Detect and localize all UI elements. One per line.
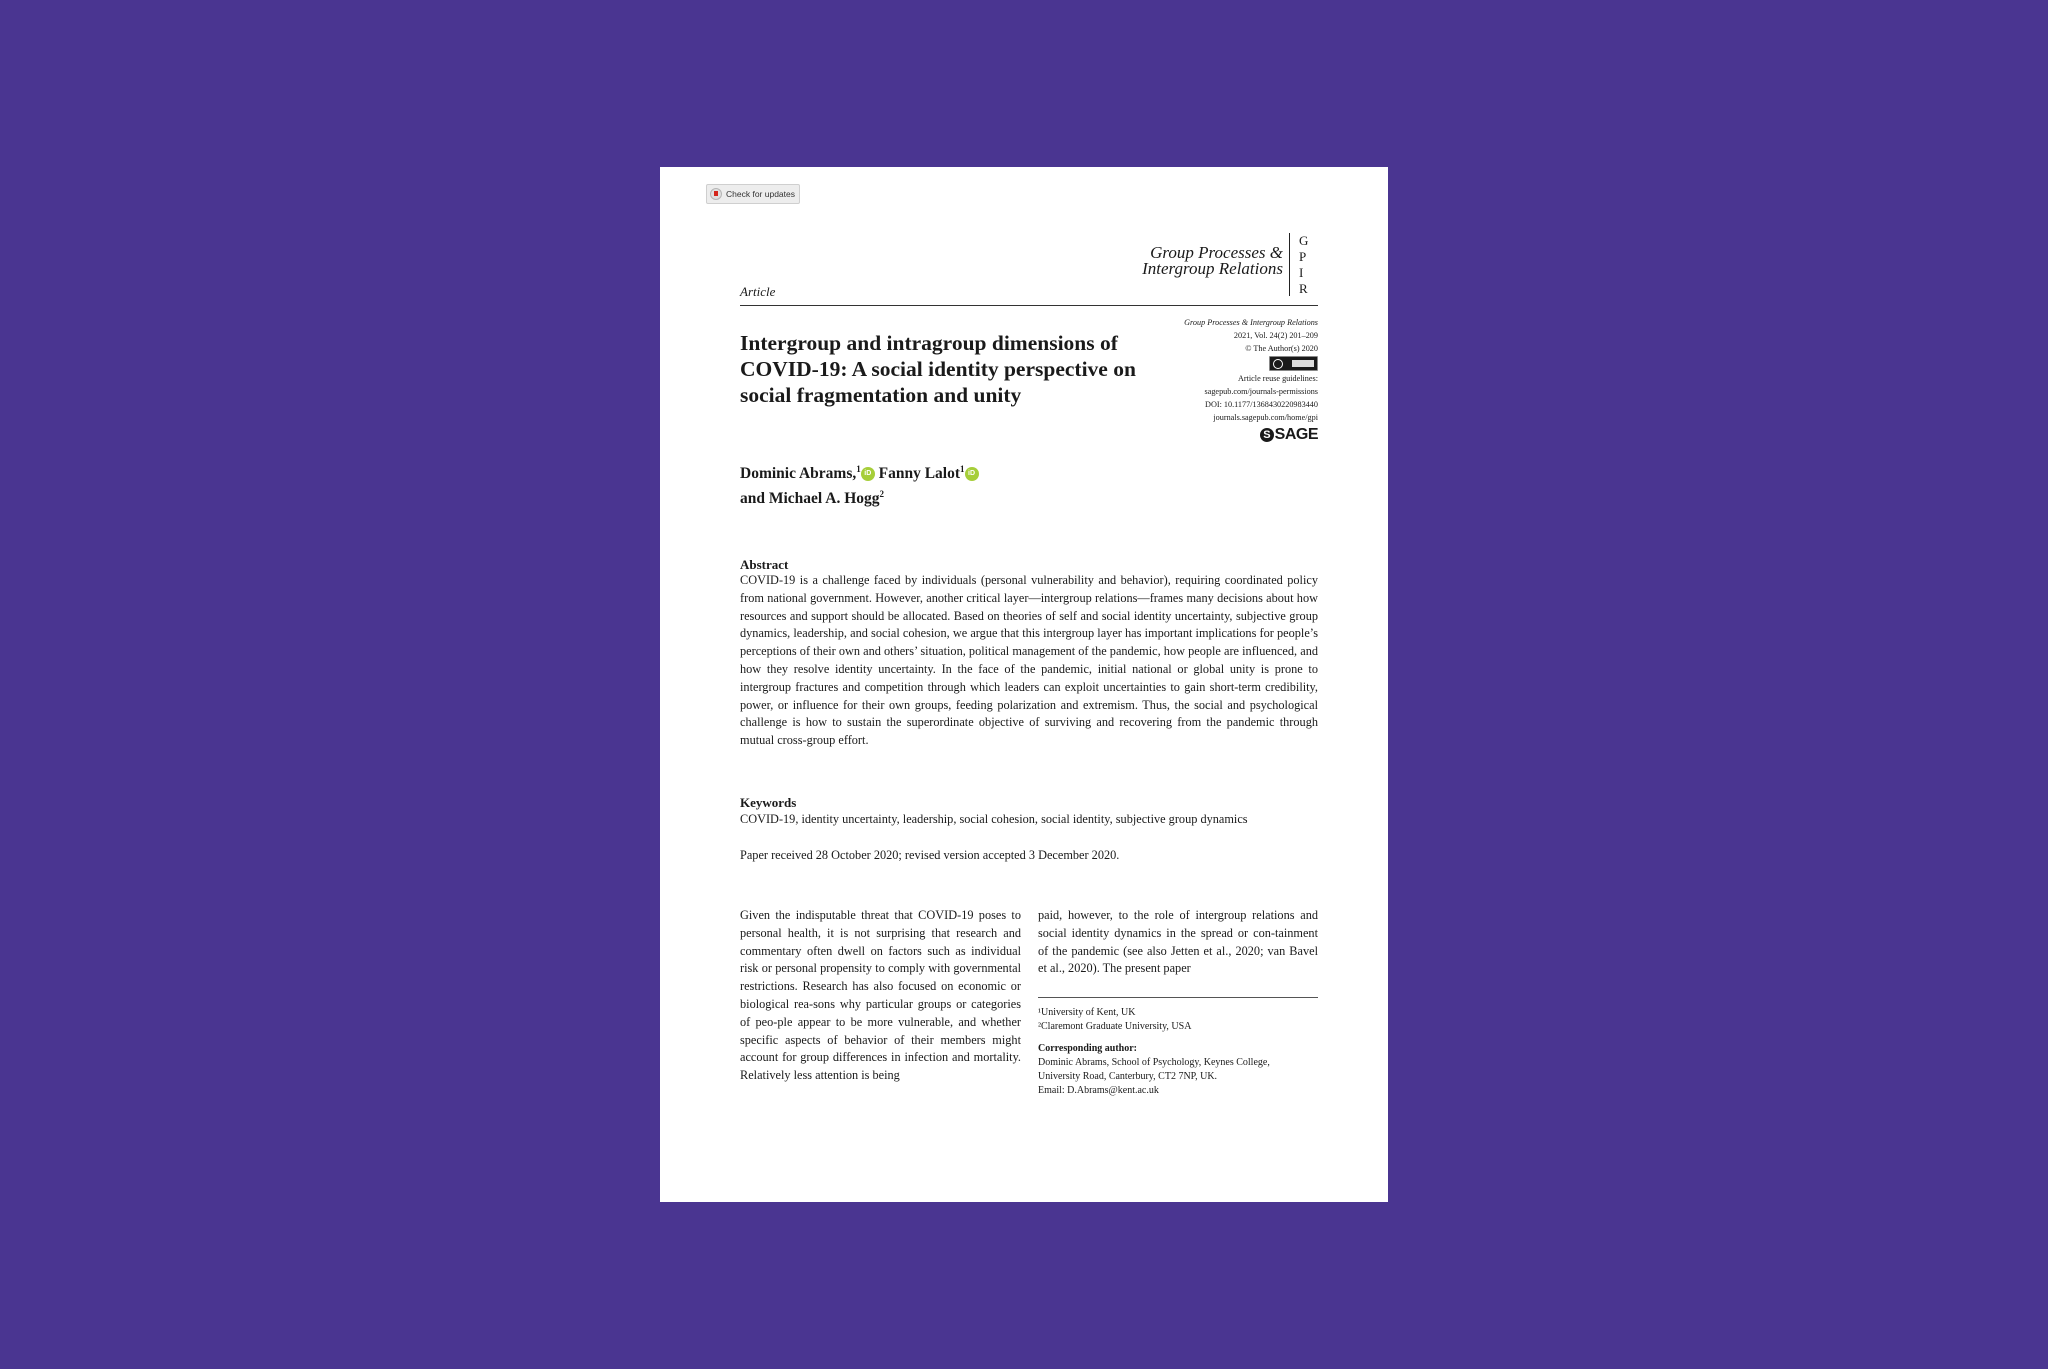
- check-for-updates-button[interactable]: [706, 184, 800, 204]
- received-dates: Paper received 28 October 2020; revised version accepted 3 December 2020.: [740, 848, 1120, 862]
- meta-reuse-label: Article reuse guidelines:: [1237, 374, 1318, 384]
- corresponding-author-email[interactable]: Email: D.Abrams@kent.ac.uk: [1038, 1085, 1159, 1096]
- orcid-icon[interactable]: iD: [965, 467, 979, 481]
- journal-acronym: [1289, 233, 1308, 296]
- meta-home-link[interactable]: journals.sagepub.com/home/gpi: [1213, 412, 1318, 422]
- sage-logo: [1260, 426, 1318, 444]
- publication-metadata: [1128, 317, 1318, 444]
- keywords-text: COVID-19, identity uncertainty, leadership, social cohesion, social identity, subjective group dynamics: [740, 812, 1248, 826]
- affiliation-marker: 1: [856, 464, 861, 474]
- affiliation-1: ¹University of Kent, UK: [1038, 1007, 1136, 1018]
- abstract-heading: Abstract: [740, 557, 789, 572]
- acronym-letter: G: [1299, 233, 1309, 248]
- meta-volume: 2021, Vol. 24(2) 201–209: [1233, 330, 1318, 340]
- check-for-updates-label: Check for updates: [726, 189, 795, 199]
- footnotes: [1038, 1006, 1318, 1098]
- meta-copyright: © The Author(s) 2020: [1245, 343, 1318, 353]
- abstract-text: COVID-19 is a challenge faced by individuals (personal vulnerability and behavior), requiring coordinated policy from national government. However, another critical layer—intergroup relations—frames many decisions about how resources and support should be allocated. Based on theories of self and social identity uncertainty, subjective group dynamics, leadership, and social cohesion, we argue that this intergroup layer has important implications for people’s perceptions of their own and others’ situation, political management of the pandemic, how people are influenced, and how they resolve identity uncertainty. In the face of the pandemic, initial national or global unity is prone to intergroup fractures and competition through which leaders can exploit uncertainties to gain short-term credibility, power, or influence for their own groups, feeding polarization and extremism. Thus, the social and psychological challenge is how to sustain the superordinate objective of surviving and recovering from the pandemic through mutual cross-group effort.: [740, 573, 1318, 748]
- article-type: Article: [740, 284, 776, 299]
- acronym-letter: I: [1299, 265, 1304, 280]
- orcid-icon[interactable]: iD: [861, 467, 875, 481]
- meta-reuse-link[interactable]: sagepub.com/journals-permissions: [1204, 387, 1318, 397]
- acronym-letter: P: [1299, 249, 1307, 264]
- meta-journal: Group Processes & Intergroup Relations: [1184, 318, 1318, 327]
- crossmark-icon: [710, 188, 722, 200]
- sage-logo-text: SAGE: [1274, 425, 1318, 443]
- body-column-left: Given the indisputable threat that COVID-19 poses to personal health, it is not surprising that research and commentary often dwell on factors such as individual risk or personal propensity to comply with governmental restrictions. Research has also focused on economic or biological rea-sons why particular groups or categories of peo-ple appear to be more vulnerable, and whether specific aspects of behavior of their members might account for group differences in infection and mortality. Relatively less attention is being: [740, 908, 1021, 1083]
- corresponding-author-heading: Corresponding author:: [1038, 1043, 1137, 1054]
- paper-page: [660, 167, 1388, 1202]
- author-name: Dominic Abrams,: [740, 465, 857, 483]
- corresponding-author-line1: Dominic Abrams, School of Psychology, Keynes College,: [1038, 1057, 1270, 1068]
- affiliation-marker: 2: [879, 489, 885, 500]
- journal-name-line2: Intergroup Relations: [1142, 259, 1283, 278]
- sage-s-icon: S: [1260, 428, 1274, 442]
- affiliation-marker: 1: [960, 464, 965, 474]
- paper-title: Intergroup and intragroup dimensions of COVID-19: A social identity perspective on social fragmentation and unity: [740, 331, 1136, 407]
- meta-doi[interactable]: DOI: 10.1177/1368430220983440: [1205, 399, 1318, 409]
- journal-name: [1142, 245, 1283, 277]
- author-list: [740, 459, 979, 509]
- journal-name-line1: Group Processes &: [1150, 243, 1283, 262]
- body-column-right: paid, however, to the role of intergroup relations and social identity dynamics in the spread or con-tainment of the pandemic (see also Jetten et al., 2020; van Bavel et al., 2020). The present paper: [1038, 908, 1318, 976]
- author-name: and Michael A. Hogg: [740, 490, 880, 508]
- acronym-letter: R: [1299, 281, 1308, 296]
- affiliation-2: ²Claremont Graduate University, USA: [1038, 1021, 1192, 1032]
- header-rule: [740, 305, 1318, 306]
- cc-license-icon[interactable]: [1269, 356, 1318, 371]
- keywords-heading: Keywords: [740, 795, 797, 810]
- corresponding-author-line2: University Road, Canterbury, CT2 7NP, UK.: [1038, 1071, 1218, 1082]
- author-name: Fanny Lalot: [878, 465, 961, 483]
- footnote-rule: [1038, 997, 1318, 998]
